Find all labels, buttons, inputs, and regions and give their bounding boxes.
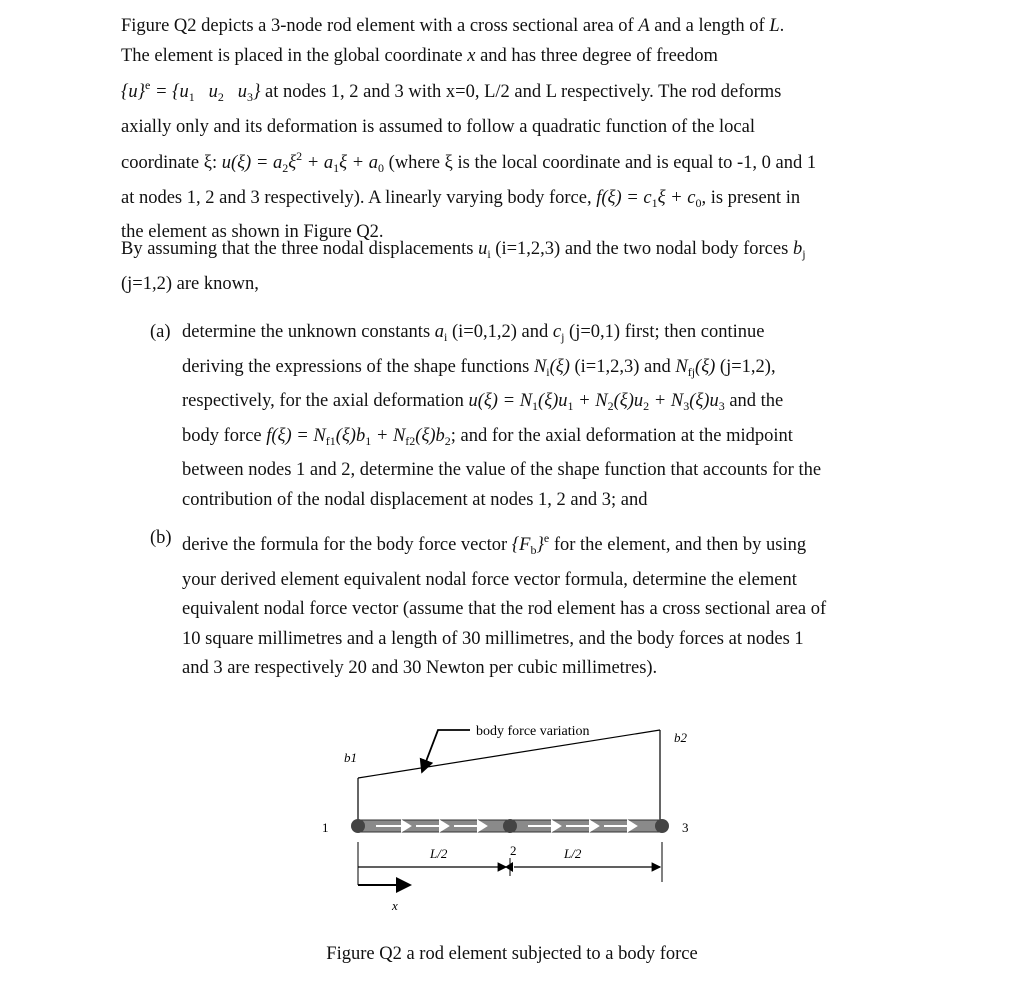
figure-caption: Figure Q2 a rod element subjected to a body force — [326, 944, 698, 964]
assumption-paragraph: By assuming that the three nodal displacements $u_i$ (i=1,2,3) and the two nodal body forces $b_j$ (j=1,2) are known, — [121, 239, 806, 294]
b2-label: b2 — [674, 730, 687, 745]
leader-line — [422, 730, 470, 772]
node-3-label: 3 — [682, 820, 689, 835]
x-axis-label: x — [392, 898, 398, 913]
intro-paragraph: Figure Q2 depicts a 3-node rod element with a cross sectional area of A and a length of L. The element is placed in the global coordinate x and has three degree of freedom $\{u\}^e = \{u_1$ $u_2$ $u_3$} at nodes 1, 2 and 3 with x=0, L/2 and L respectively. The rod deforms axially only and its deformation is assumed to follow a quadratic function of the local coordinate ξ: $u(\xi) = a_2\xi^2 + a_1\xi + a_0$ (where ξ is the local coordinate and is equal to -1, 0 and 1 at nodes 1, 2 and 3 respectively). A linearly varying body force, $f(\xi) = c_1\xi + c_0$, is present in the element as shown in Figure Q2. — [121, 16, 817, 242]
half-length-right: L/2 — [564, 846, 582, 861]
dim-mid-arrow — [505, 862, 513, 872]
part-a-label: (a) — [150, 322, 171, 342]
part-b: (b) derive the formula for the body force vector $\{F_b\}^e$ for the element, and then by using your derived element equivalent nodal force vector formula, determine the element equivalent nodal force vector (assume that the rod element has a cross sectional area of 10 square millimetres and a length of 30 millimetres, and the body forces at nodes 1 and 3 are respectively 20 and 30 Newton per cubic millimetres). — [150, 524, 904, 684]
node-1-label: 1 — [322, 820, 329, 835]
body-force-label: body force variation — [476, 724, 590, 739]
node-2-label: 2 — [510, 843, 517, 858]
b1-label: b1 — [344, 750, 357, 765]
part-b-label: (b) — [150, 528, 172, 548]
node-2 — [503, 819, 517, 833]
node-1 — [351, 819, 365, 833]
half-length-left: L/2 — [430, 846, 448, 861]
node-3 — [655, 819, 669, 833]
part-a: (a) determine the unknown constants $a_i$ (i=0,1,2) and $c_j$ (j=0,1) first; then continue deriving the expressions of the shape functions $N_i(\xi)$ (i=1,2,3) and $N_{fj}(\xi)$ (j=1,2), respectively, for the axial deformation $u(\xi) = N_1(\xi)u_1 + N_2(\xi)u_2 + N_3(\xi)u_3$ and the body force $f(\xi) = N_{f1}(\xi)b_1 + N_{f2}(\xi)b_2$; and for the axial deformation at the midpoint between nodes 1 and 2, determine the value of the shape function that accounts for the contribution of the nodal displacement at nodes 1, 2 and 3; and — [150, 318, 904, 515]
rod-element-figure — [310, 700, 730, 920]
